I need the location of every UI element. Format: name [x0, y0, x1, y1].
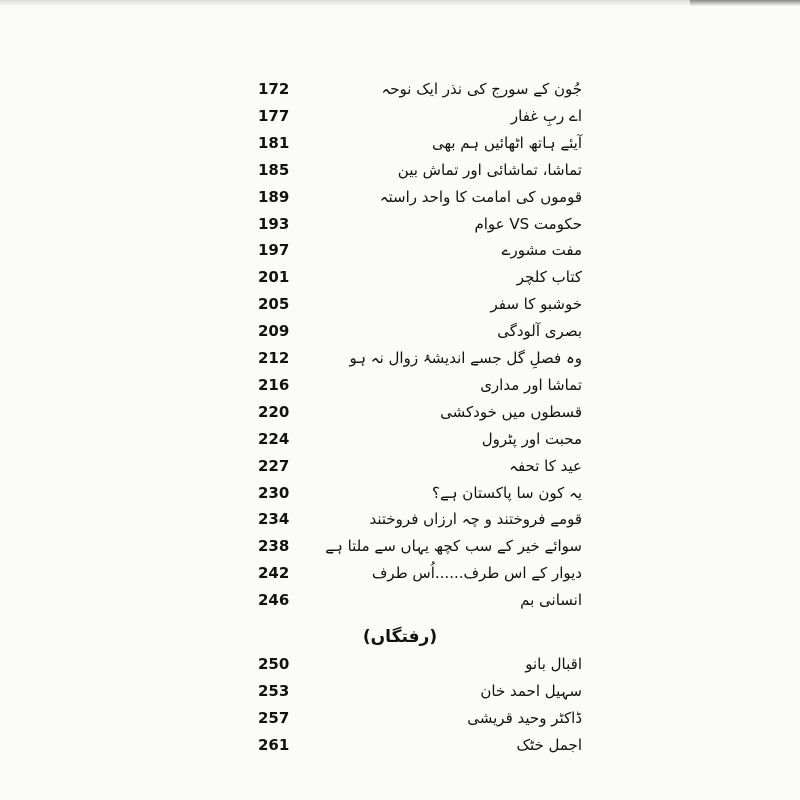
- toc-entry: [0, 237, 800, 263]
- page-top-edge: [0, 0, 800, 14]
- toc-entry: [0, 211, 800, 237]
- toc-entry-page: 197: [258, 241, 290, 260]
- toc-entry-page: 212: [258, 349, 290, 367]
- toc-entry-title: مفت مشورے: [501, 241, 582, 260]
- toc-entry-page: 189: [258, 187, 290, 206]
- toc-entry-page: 216: [258, 375, 290, 394]
- toc-entry-page: 224: [258, 429, 290, 448]
- toc-entry-page: 227: [258, 456, 290, 475]
- toc-entry-title: سہیل احمد خان: [480, 681, 582, 700]
- toc-entry-page: 201: [258, 268, 290, 287]
- toc-entry: [0, 732, 800, 758]
- toc-entry-title: قومے فروختند و چہ ارزاں فروختند: [369, 510, 582, 529]
- toc-entry-title: بصری آلودگی: [497, 322, 582, 341]
- toc-entry-title: اجمل خٹک: [516, 735, 582, 754]
- toc-entry-page: 177: [258, 106, 290, 125]
- section-heading: (رفتگاں): [362, 627, 438, 647]
- toc-entry: [0, 291, 800, 317]
- toc-entry-page: 246: [258, 591, 290, 610]
- toc-entry-page: 242: [258, 564, 290, 583]
- toc-entry: [0, 587, 800, 613]
- page-shadow: [0, 0, 800, 6]
- toc-entry-page: 185: [258, 160, 290, 179]
- toc-entry: [0, 453, 800, 479]
- toc-entry-page: 250: [258, 655, 290, 673]
- toc-entry-page: 261: [258, 735, 290, 754]
- toc-entry-page: 193: [258, 214, 290, 233]
- toc-entry: [0, 426, 800, 452]
- toc-entry-title: انسانی بم: [520, 591, 582, 610]
- toc-entry-page: 238: [258, 537, 290, 556]
- toc-entry-title: تماشا، تماشائی اور تماش بین: [397, 160, 582, 179]
- toc-entry-title: اقبال بانو: [525, 655, 582, 673]
- toc-entry-title: دیوار کے اس طرف......اُس طرف: [371, 564, 582, 583]
- toc-entry-page: 205: [258, 295, 290, 314]
- toc-entry: [0, 318, 800, 344]
- toc-entry-page: 257: [258, 708, 290, 727]
- toc-entry: [0, 372, 800, 398]
- toc-entry-title: تماشا اور مداری: [480, 375, 582, 394]
- toc-entry-title: حکومت VS عوام: [474, 214, 582, 233]
- toc-entry: [0, 480, 800, 506]
- toc-entry: [0, 399, 800, 425]
- toc-entry-page: 253: [258, 681, 290, 700]
- toc-entry-title: محبت اور پٹرول: [481, 429, 582, 448]
- toc-entry: [0, 184, 800, 210]
- toc-entry-page: 209: [258, 322, 290, 341]
- toc-entry-page: 220: [258, 402, 290, 421]
- toc-entry: [0, 103, 800, 129]
- toc-entry: [0, 130, 800, 156]
- toc-entry: [0, 506, 800, 532]
- toc-entry-title: آیئے ہاتھ اٹھائیں ہم بھی: [431, 133, 582, 152]
- toc-entry-page: 234: [258, 510, 290, 529]
- toc-entry: [0, 345, 800, 371]
- toc-entry-page: 172: [258, 80, 290, 98]
- toc-entry-title: خوشبو کا سفر: [490, 295, 582, 314]
- toc-entry-title: قسطوں میں خودکشی: [440, 402, 582, 421]
- toc-entry-title: یہ کون سا پاکستان ہے؟: [432, 483, 582, 502]
- toc-entry-title: قوموں کی امامت کا واحد راستہ: [379, 187, 582, 206]
- toc-entry-title: وہ فصلِ گل جسے اندیشۂ زوال نہ ہو: [349, 349, 582, 367]
- toc-entry: [0, 76, 800, 102]
- toc-entry-title: عید کا تحفہ: [509, 456, 582, 475]
- toc-entry-page: 230: [258, 483, 290, 502]
- toc-entry-title: جُون کے سورج کی نذر ایک نوحہ: [381, 80, 582, 98]
- toc-entry: [0, 560, 800, 586]
- toc-entry: [0, 157, 800, 183]
- toc-entry: [0, 264, 800, 290]
- toc-entry-title: ڈاکٹر وحید قریشی: [467, 708, 582, 727]
- toc-entry-title: کتاب کلچر: [516, 268, 582, 287]
- toc-entry: [0, 705, 800, 731]
- page-corner-mark: [690, 0, 800, 6]
- toc-entry-page: 181: [258, 133, 290, 152]
- toc-entry-title: سوائے خیر کے سب کچھ یہاں سے ملتا ہے: [325, 537, 582, 556]
- toc-entry-title: اے ربِ غفار: [510, 106, 582, 125]
- toc-entry: [0, 533, 800, 559]
- toc-entry: [0, 678, 800, 704]
- toc-entry: [0, 651, 800, 677]
